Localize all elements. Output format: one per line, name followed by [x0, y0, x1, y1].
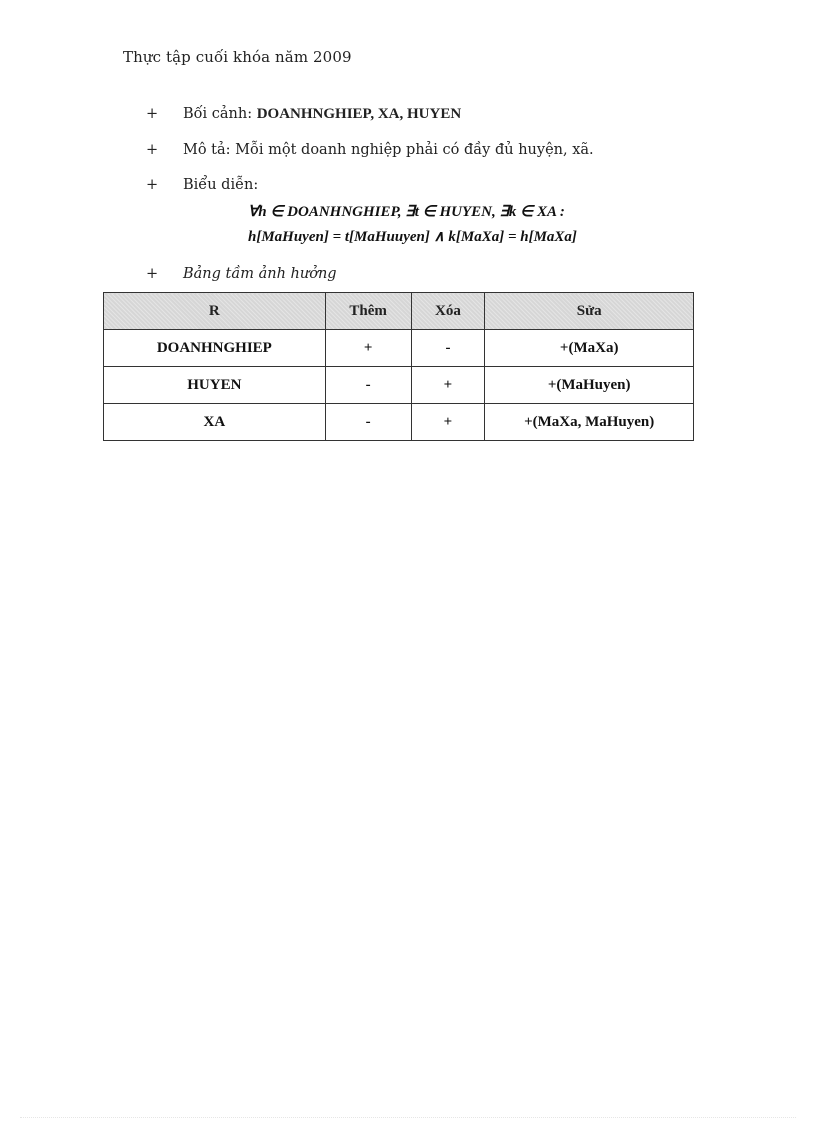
table-cell: +: [325, 330, 411, 367]
table-caption: Bảng tầm ảnh hưởng: [183, 266, 337, 282]
table-row: [104, 404, 694, 441]
table-cell: XA: [104, 404, 326, 441]
table-cell: +: [411, 404, 485, 441]
table-cell: +(MaXa, MaHuyen): [485, 404, 694, 441]
page-bottom-divider: [20, 1117, 796, 1118]
table-cell: -: [411, 330, 485, 367]
table-cell: +: [411, 367, 485, 404]
formula-line-1: ∀h ∈ DOANHNGHIEP, ∃t ∈ HUYEN, ∃k ∈ XA :: [248, 204, 565, 220]
table-cell: DOANHNGHIEP: [104, 330, 326, 367]
bullet-symbol: +: [146, 142, 159, 158]
header-cell: Xóa: [411, 293, 485, 330]
context-value: DOANHNGHIEP, XA, HUYEN: [256, 106, 462, 122]
table-header-row: [104, 293, 694, 330]
bullet-symbol: +: [146, 177, 159, 193]
table-cell: +(MaXa): [485, 330, 694, 367]
table-cell: -: [325, 404, 411, 441]
formula-line-2: h[MaHuyen] = t[MaHuuyen] ∧ k[MaXa] = h[MaXa]: [248, 229, 577, 245]
context-label: Bối cảnh:: [183, 106, 253, 122]
bullet-symbol: +: [146, 106, 159, 122]
table-cell: HUYEN: [104, 367, 326, 404]
representation-label: Biểu diễn:: [183, 177, 259, 193]
description-text: Mô tả: Mỗi một doanh nghiệp phải có đầy đủ huyện, xã.: [183, 142, 594, 158]
header-cell: Thêm: [325, 293, 411, 330]
bullet-symbol: +: [146, 266, 159, 282]
table-row: [104, 330, 694, 367]
impact-table: [103, 292, 694, 441]
table-cell: +(MaHuyen): [485, 367, 694, 404]
table-row: [104, 367, 694, 404]
table-cell: -: [325, 367, 411, 404]
header-cell: R: [104, 293, 326, 330]
header-cell: Sửa: [485, 293, 694, 330]
page-header: Thực tập cuối khóa năm 2009: [123, 48, 352, 66]
